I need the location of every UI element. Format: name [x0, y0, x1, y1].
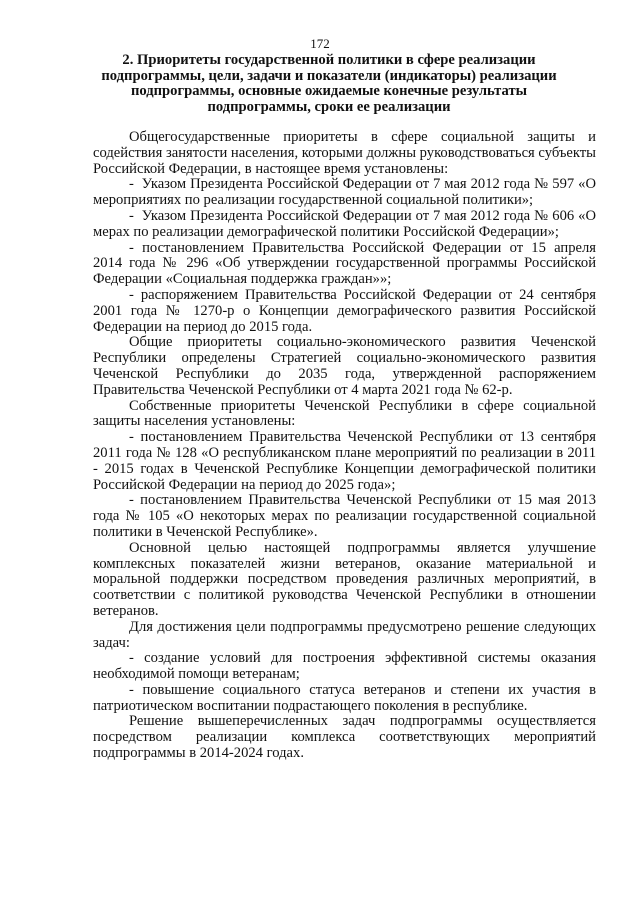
list-item-decree-606: - Указом Президента Российской Федерации от 7 мая 2012 года № 606 «О мерах по реализации демографической политики Российской Федерации»; — [93, 207, 600, 240]
list-item-resolution-296: - постановлением Правительства Российской Федерации от 15 апреля 2014 года № 296 «Об утверждении государственной программы Российской Федерации «Социальная поддержка граждан»»; — [93, 239, 596, 288]
list-item-resolution-128: - постановлением Правительства Чеченской Республики от 13 сентября 2011 года № 128 «О республиканском плане мероприятий по реализации в 2011 - 2015 годах в Чеченской Республике Концепции демографической политики Российской Федерации на период до 2025 года»; — [93, 429, 596, 493]
list-item-task-1: - создание условий для построения эффективной системы оказания необходимой помощи ветеранам; — [93, 650, 596, 683]
heading-line: 2. Приоритеты государственной политики в сфере реализации — [122, 52, 536, 68]
paragraph-main-goal: Основной целью настоящей подпрограммы является улучшение комплексных показателей жизни ветеранов, оказание материальной и моральной поддержки посредством проведения различных мероприятий, в соответствии с политикой руководства Чеченской Республики в отношении ветеранов. — [93, 539, 596, 619]
body-text — [93, 129, 600, 762]
paragraph-regional-strategy: Общие приоритеты социально-экономического развития Чеченской Республики определены Стратегией социально-экономического развития Чеченской Республики до 2035 года, утвержденной распоряжением Правительства Чеченской Республики от 4 марта 2021 года № 62-р. — [93, 334, 596, 398]
list-item-order-1270: - распоряжением Правительства Российской Федерации от 24 сентября 2001 года № 1270-р о Концепции демографического развития Российской Федерации на период до 2015 года. — [93, 286, 596, 335]
list-item-decree-597: - Указом Президента Российской Федерации от 7 мая 2012 года № 597 «О мероприятиях по реализации государственной социальной политики»; — [93, 176, 600, 209]
heading-line: подпрограммы, основные ожидаемые конечные результаты — [130, 83, 528, 99]
page-number: 172 — [310, 36, 330, 51]
heading-line: подпрограммы, цели, задачи и показатели (индикаторы) реализации — [101, 67, 557, 84]
paragraph-tasks-intro: Для достижения цели подпрограммы предусмотрено решение следующих задач: — [93, 618, 596, 651]
list-item-task-2: - повышение социального статуса ветеранов и степени их участия в патриотическом воспитании подрастающего поколения в республике. — [93, 681, 596, 714]
section-heading — [98, 53, 560, 115]
paragraph-federal-priorities: Общегосударственные приоритеты в сфере социальной защиты и содействия занятости населения, которыми должны руководствоваться субъекты Российской Федерации, в настоящее время установлены: — [93, 129, 596, 177]
paragraph-own-priorities: Собственные приоритеты Чеченской Республики в сфере социальной защиты населения установлены: — [93, 397, 596, 430]
paragraph-implementation: Решение вышеперечисленных задач подпрограммы осуществляется посредством реализации комплекса соответствующих мероприятий подпрограммы в 2014-2024 годах. — [93, 713, 596, 762]
list-item-resolution-105: - постановлением Правительства Чеченской Республики от 15 мая 2013 года № 105 «О некоторых мерах по реализации государственной социальной политики в Чеченской Республике». — [93, 492, 596, 540]
heading-line: подпрограммы, сроки ее реализации — [207, 98, 451, 115]
